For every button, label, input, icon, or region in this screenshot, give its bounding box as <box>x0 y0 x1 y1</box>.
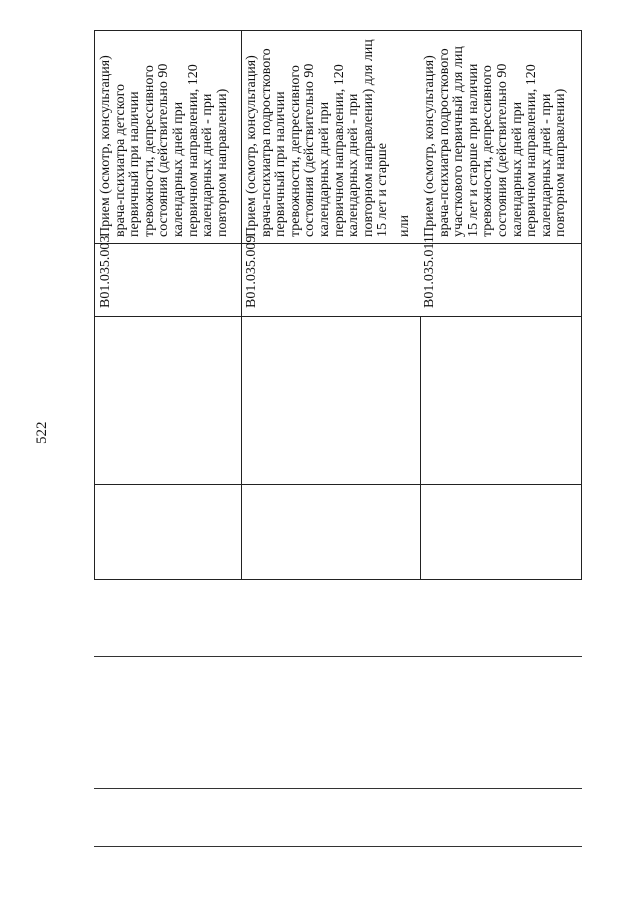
description-line: 15 лет и старше <box>375 142 391 237</box>
alternative-separator: или <box>397 215 412 237</box>
description-line: участкового первичный для лиц <box>451 46 467 237</box>
column-divider-left <box>95 484 582 485</box>
description-line: календарных дней - при <box>346 93 362 237</box>
description-line: 15 лет и старше при наличии <box>465 63 481 237</box>
description-line: повторном направлении) <box>553 88 569 237</box>
description-line: состояния (действительно 90 <box>494 63 510 237</box>
description-line: первичном направлении, 120 <box>331 64 347 237</box>
description-line: состояния (действительно 90 <box>156 63 172 237</box>
column-divider-right <box>95 316 582 317</box>
rule-line <box>94 788 582 789</box>
description-line: Прием (осмотр, консультация) <box>244 55 259 237</box>
description-line: тревожности, депрессивного <box>287 65 303 237</box>
description-line: календарных дней - при <box>538 93 554 237</box>
service-description <box>245 39 391 237</box>
description-line: тревожности, депрессивного <box>141 65 157 237</box>
row-divider-2 <box>420 316 421 580</box>
description-line: Прием (осмотр, консультация) <box>422 55 437 237</box>
description-line: врача-психиатра подросткового <box>258 48 274 237</box>
description-line: календарных дней при <box>170 101 186 237</box>
description-line: календарных дней при <box>509 101 525 237</box>
description-line: тревожности, депрессивного <box>480 65 496 237</box>
service-description <box>99 55 230 237</box>
service-description <box>423 46 569 237</box>
description-line: Прием (осмотр, консультация) <box>98 55 113 237</box>
description-line: первичном направлении, 120 <box>185 64 201 237</box>
rule-line <box>94 846 582 847</box>
description-line: первичном направлении, 120 <box>524 64 540 237</box>
description-line: врача-психиатра детского <box>112 83 128 237</box>
row-divider-1 <box>241 31 242 580</box>
rule-line <box>94 656 582 657</box>
description-line: первичный при наличии <box>273 91 289 237</box>
page-number: 522 <box>34 421 50 444</box>
description-line: врача-психиатра подросткового <box>436 48 452 237</box>
service-code: B01.035.003 <box>98 235 113 308</box>
description-line: календарных дней - при <box>200 93 216 237</box>
description-line: первичный при наличии <box>127 91 143 237</box>
service-code: B01.035.009 <box>244 235 259 308</box>
description-line: повторном направлении) для лиц <box>360 39 376 237</box>
column-divider-code <box>95 243 582 244</box>
description-line: повторном направлении) <box>214 88 230 237</box>
services-table <box>94 30 582 580</box>
description-line: состояния (действительно 90 <box>302 63 318 237</box>
service-code: B01.035.011 <box>422 236 437 308</box>
description-line: календарных дней при <box>316 101 332 237</box>
